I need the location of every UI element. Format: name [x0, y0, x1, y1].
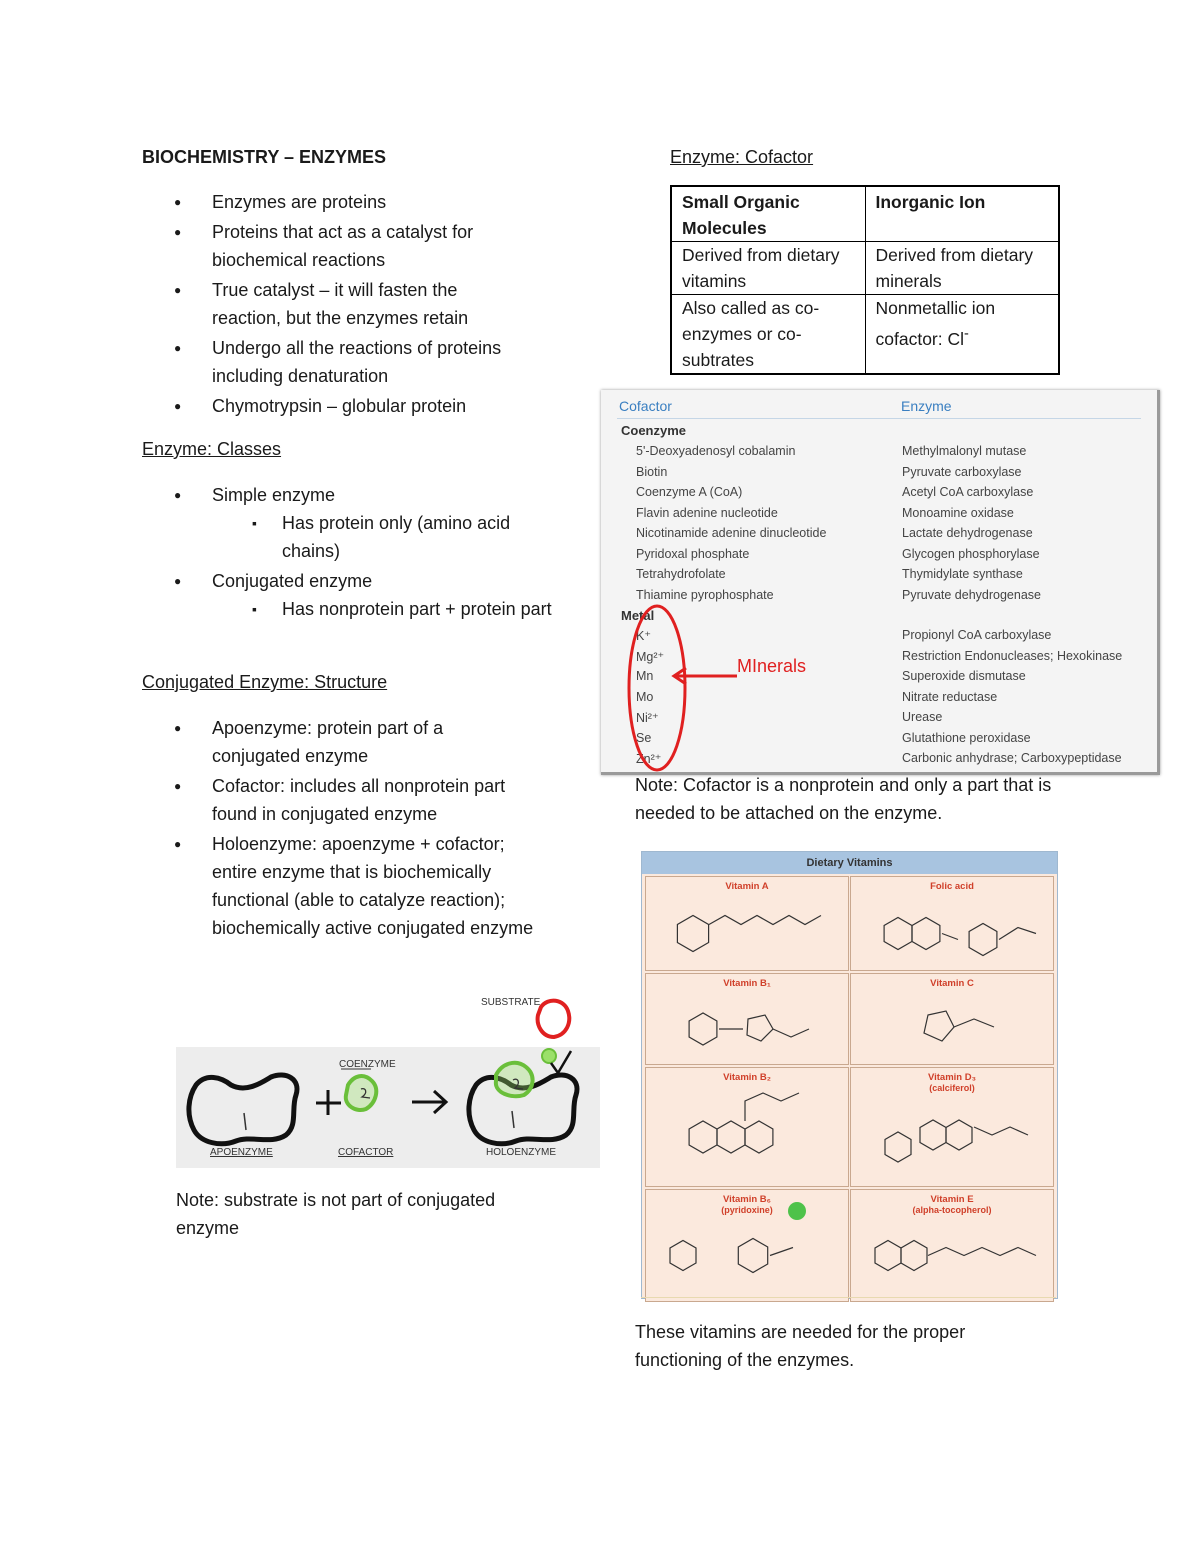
enzyme-name: Propionyl CoA carboxylase — [902, 628, 1052, 642]
apoenzyme-label: APOENZYME — [210, 1147, 273, 1158]
vitamin-name: Vitamin B₂ — [723, 1072, 771, 1083]
cofactor-name: Tetrahydrofolate — [636, 567, 726, 581]
vitamin-name: Vitamin B₁ — [723, 978, 771, 989]
structure-heading: Conjugated Enzyme: Structure — [142, 672, 388, 692]
metal-name: Zn²⁺ — [636, 752, 662, 766]
divider — [641, 1297, 1056, 1298]
vitamin-subname: (alpha-tocopherol) — [912, 1205, 992, 1215]
coenzyme-label: COENZYME — [339, 1059, 396, 1070]
table-cell: Also called as co-enzymes or co-subtrates — [671, 295, 865, 375]
vitamin-grid — [645, 876, 1054, 1296]
metal-name: K⁺ — [636, 629, 651, 643]
vitamin-subname: (calciferol) — [929, 1083, 975, 1093]
molecule-structure-icon — [653, 1092, 843, 1182]
list-item: ● Undergo all the reactions of proteins including denaturation — [142, 334, 542, 390]
enzyme-name: Urease — [902, 710, 943, 724]
vitamin-name: Vitamin B₆ — [723, 1194, 771, 1205]
molecule-structure-icon — [858, 1092, 1048, 1182]
vitamin-subname: (pyridoxine) — [721, 1205, 773, 1215]
vitamin-name: Vitamin C — [930, 978, 974, 989]
header-rule — [617, 418, 1141, 419]
cofactor-name: Pyridoxal phosphate — [636, 546, 750, 561]
cursor-marker-icon — [788, 1202, 806, 1220]
conjugated-enzyme-label: Conjugated enzyme — [212, 571, 373, 591]
vitamin-panel — [850, 1189, 1054, 1302]
holoenzyme-diagram — [176, 985, 600, 1168]
vitamin-panel — [645, 876, 849, 971]
enzyme-name: Pyruvate carboxylase — [902, 464, 1022, 479]
enzyme-name: Monoamine oxidase — [902, 505, 1014, 520]
document-title: BIOCHEMISTRY – ENZYMES — [142, 147, 387, 167]
holoenzyme-label: HOLOENZYME — [486, 1147, 557, 1158]
table-cell — [865, 295, 1059, 375]
structure-list — [142, 714, 562, 944]
molecule-structure-icon — [653, 998, 843, 1060]
vitamins-title: Dietary Vitamins — [642, 852, 1057, 874]
table-header: Small Organic Molecules — [671, 186, 865, 242]
cofactor-heading: Enzyme: Cofactor — [670, 147, 814, 167]
enzyme-name: Pyruvate dehydrogenase — [902, 587, 1041, 602]
table-cell: Derived from dietary vitamins — [671, 242, 865, 295]
classes-list — [142, 481, 562, 625]
minerals-label: MInerals — [737, 656, 807, 676]
enzyme-name: Thymidylate synthase — [902, 567, 1023, 581]
cofactor-name: Flavin adenine nucleotide — [636, 505, 778, 520]
vitamin-name: Folic acid — [930, 881, 974, 892]
metal-name: Mn — [636, 669, 654, 683]
table-cell: Derived from dietary minerals — [865, 242, 1059, 295]
list-item: ● Enzymes are proteins — [142, 188, 562, 216]
cofactor-label: COFACTOR — [338, 1147, 394, 1158]
vitamin-panel — [850, 973, 1054, 1065]
sub-list-item: ▪ Has protein only (amino acid chains) — [212, 509, 552, 565]
cell-text: Nonmetallic ion cofactor: Cl — [875, 298, 996, 349]
metal-name: Ni²⁺ — [636, 711, 659, 725]
cofactor-table — [670, 185, 1060, 375]
vitamin-panel — [850, 876, 1054, 971]
metal-section-label: Metal — [621, 608, 655, 623]
cofactor-name: Coenzyme A (CoA) — [636, 485, 743, 499]
list-item: ● Proteins that act as a catalyst for biochemical reactions — [142, 218, 502, 274]
molecule-structure-icon — [858, 901, 1048, 966]
enzyme-name: Methylmalonyl mutase — [902, 444, 1027, 458]
molecule-structure-icon — [653, 1214, 843, 1297]
vitamin-panel — [850, 1067, 1054, 1187]
enzyme-name: Restriction Endonucleases; Hexokinase — [902, 648, 1123, 663]
metal-name: Se — [636, 730, 652, 745]
sub-list-item: ▪ Has nonprotein part + protein part — [212, 595, 552, 623]
list-item: ● Holoenzyme: apoenzyme + cofactor; entire enzyme that is biochemically functional (able to catalyze reaction); biochemically active conjugated enzyme — [142, 830, 542, 942]
list-item: ● Cofactor: includes all nonprotein part found in conjugated enzyme — [142, 772, 542, 828]
substrate-note: Note: substrate is not part of conjugated enzyme — [176, 1190, 496, 1238]
list-item: ● Chymotrypsin – globular protein — [142, 392, 562, 420]
metal-name: Mo — [636, 689, 654, 704]
enzyme-name: Nitrate reductase — [902, 689, 998, 704]
cofactor-column-header: Cofactor — [619, 398, 672, 414]
enzyme-name: Lactate dehydrogenase — [902, 526, 1033, 540]
enzyme-name: Glutathione peroxidase — [902, 730, 1031, 745]
list-item: ● Apoenzyme: protein part of a conjugated enzyme — [142, 714, 472, 770]
molecule-structure-icon — [653, 901, 843, 966]
molecule-structure-icon — [858, 998, 1048, 1060]
enzyme-name: Carbonic anhydrase; Carboxypeptidase — [902, 751, 1122, 765]
minerals-annotation — [612, 600, 752, 780]
molecule-structure-icon — [858, 1214, 1048, 1297]
intro-bullets — [142, 188, 562, 422]
vitamin-panel — [645, 1067, 849, 1187]
vitamin-name: Vitamin A — [725, 881, 769, 892]
simple-enzyme-label: Simple enzyme — [212, 485, 336, 505]
cofactor-name: 5'-Deoxyadenosyl cobalamin — [636, 444, 796, 458]
dietary-vitamins-image — [641, 851, 1058, 1299]
vitamin-name: Vitamin E — [930, 1194, 974, 1205]
cofactor-name: Biotin — [636, 464, 668, 479]
cofactor-note: Note: Cofactor is a nonprotein and only a part that is needed to be attached on the enzyme. — [635, 775, 1052, 823]
vitamin-name: Vitamin D₃ — [927, 1072, 977, 1083]
list-item: ● True catalyst – it will fasten the reaction, but the enzymes retain — [142, 276, 502, 332]
enzyme-name: Acetyl CoA carboxylase — [902, 485, 1034, 499]
vitamins-note: These vitamins are needed for the proper functioning of the enzymes. — [635, 1322, 966, 1370]
enzyme-name: Superoxide dismutase — [902, 669, 1026, 683]
list-item — [142, 481, 562, 565]
superscript: - — [964, 326, 969, 342]
vitamin-panel — [645, 1189, 849, 1302]
coenzyme-section-label: Coenzyme — [621, 423, 687, 438]
cofactor-name: Nicotinamide adenine dinucleotide — [636, 526, 827, 540]
table-header: Inorganic Ion — [865, 186, 1059, 242]
enzyme-column-header: Enzyme — [901, 398, 952, 414]
list-item — [142, 567, 562, 623]
diagram-svg — [176, 985, 600, 1168]
cofactor-name: Thiamine pyrophosphate — [636, 587, 774, 602]
metal-name: Mg²⁺ — [636, 649, 665, 664]
enzyme-name: Glycogen phosphorylase — [902, 546, 1040, 561]
substrate-label: SUBSTRATE — [481, 997, 541, 1008]
vitamin-panel — [645, 973, 849, 1065]
classes-heading: Enzyme: Classes — [142, 439, 282, 459]
